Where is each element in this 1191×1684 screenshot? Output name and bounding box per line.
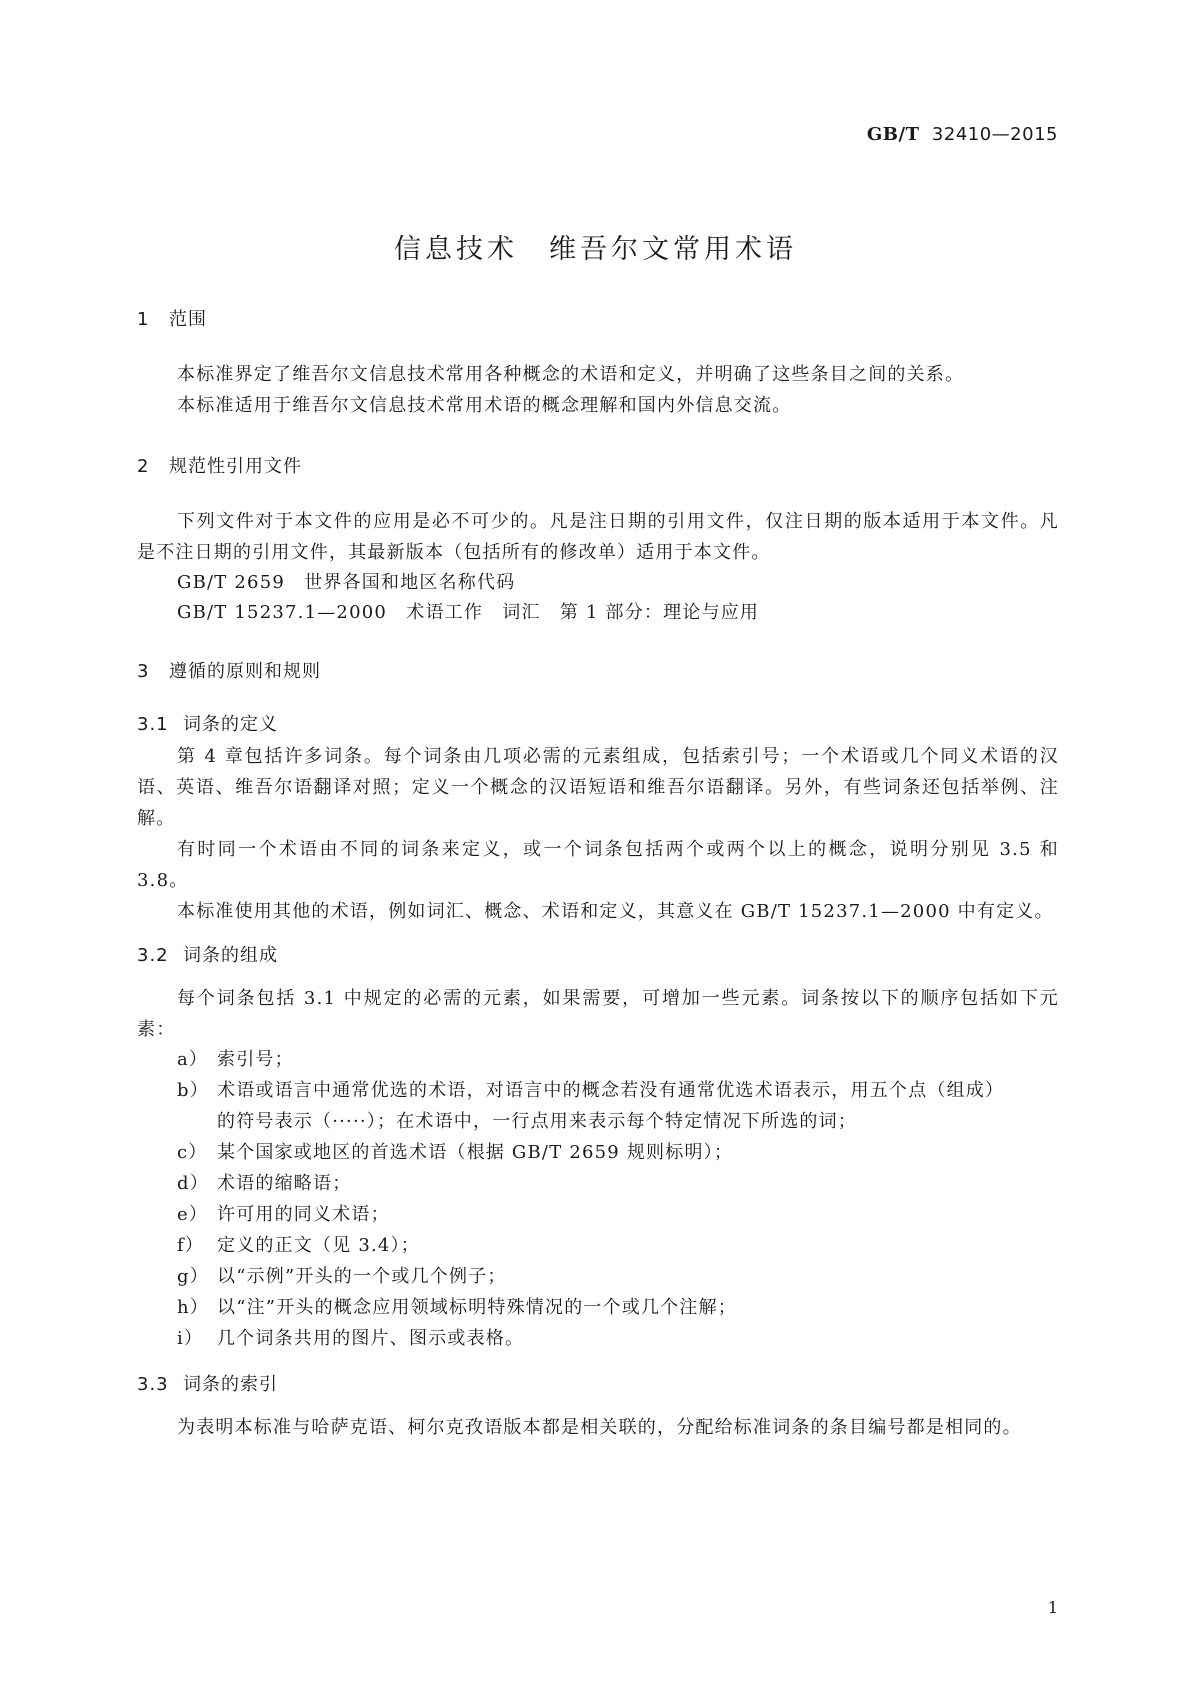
list-item: c） 某个国家或地区的首选术语（根据 GB/T 2659 规则标明）； xyxy=(177,1142,734,1163)
section-1-heading: 1 范围 xyxy=(137,309,207,330)
section-1-para-1: 本标准界定了维吾尔文信息技术常用各种概念的术语和定义，并明确了这些条目之间的关系。 xyxy=(177,364,965,385)
section-3-1-para-1: 第 4 章包括许多词条。每个词条由几项必需的元素组成，包括索引号；一个术语或几个同义术语的汉语、英语、维吾尔语翻译对照；定义一个概念的汉语短语和维吾尔语翻译。另外，有些词条还包括举例、注解。 xyxy=(137,746,1059,829)
list-item: a） 索引号； xyxy=(177,1049,294,1070)
section-3-2-para-1: 每个词条包括 3.1 中规定的必需的元素，如果需要，可增加一些元素。词条按以下的顺序包括如下元素： xyxy=(137,988,1059,1040)
section-1-para-2: 本标准适用于维吾尔文信息技术常用术语的概念理解和国内外信息交流。 xyxy=(177,395,792,416)
list-item: h） 以“注”开头的概念应用领域标明特殊情况的一个或几个注解； xyxy=(177,1297,738,1318)
document-title: 信息技术 维吾尔文常用术语 xyxy=(394,234,797,265)
section-3-3-heading: 3.3 词条的索引 xyxy=(137,1374,278,1395)
list-item: b） 术语或语言中通常优选的术语，对语言中的概念若没有通常优选术语表示，用五个点（组成） xyxy=(177,1080,1005,1101)
list-item: e） 许可用的同义术语； xyxy=(177,1204,390,1225)
list-item: g） 以“示例”开头的一个或几个例子； xyxy=(177,1266,507,1287)
section-3-2-heading: 3.2 词条的组成 xyxy=(137,945,278,966)
section-3-1-heading: 3.1 词条的定义 xyxy=(137,714,278,735)
section-3-1-para-2: 有时同一个术语由不同的词条来定义，或一个词条包括两个或两个以上的概念，说明分别见 3.5 和 3.8。 xyxy=(137,839,1059,891)
list-item-continuation: 的符号表示（·····）；在术语中，一行点用来表示每个特定情况下所选的词； xyxy=(217,1111,858,1132)
normative-reference-1: GB/T 2659 世界各国和地区名称代码 xyxy=(177,572,516,593)
normative-reference-2: GB/T 15237.1—2000 术语工作 词汇 第 1 部分：理论与应用 xyxy=(177,602,760,623)
section-3-heading: 3 遵循的原则和规则 xyxy=(137,661,321,682)
section-3-1-para-3: 本标准使用其他的术语，例如词汇、概念、术语和定义，其意义在 GB/T 15237.1—2000 中有定义。 xyxy=(177,901,1054,922)
section-2-heading: 2 规范性引用文件 xyxy=(137,456,302,477)
list-item: i） 几个词条共用的图片、图示或表格。 xyxy=(177,1328,525,1349)
section-3-3-para-1: 为表明本标准与哈萨克语、柯尔克孜语版本都是相关联的，分配给标准词条的条目编号都是相同的。 xyxy=(177,1417,1022,1438)
list-item: d） 术语的缩略语； xyxy=(177,1173,352,1194)
list-item: f） 定义的正文（见 3.4）； xyxy=(177,1235,420,1256)
section-2-para-1: 下列文件对于本文件的应用是必不可少的。凡是注日期的引用文件，仅注日期的版本适用于本文件。凡是不注日期的引用文件，其最新版本（包括所有的修改单）适用于本文件。 xyxy=(137,511,1059,563)
standard-code: GB/T 32410—2015 xyxy=(866,124,1058,145)
page-number: 1 xyxy=(1047,1598,1058,1617)
